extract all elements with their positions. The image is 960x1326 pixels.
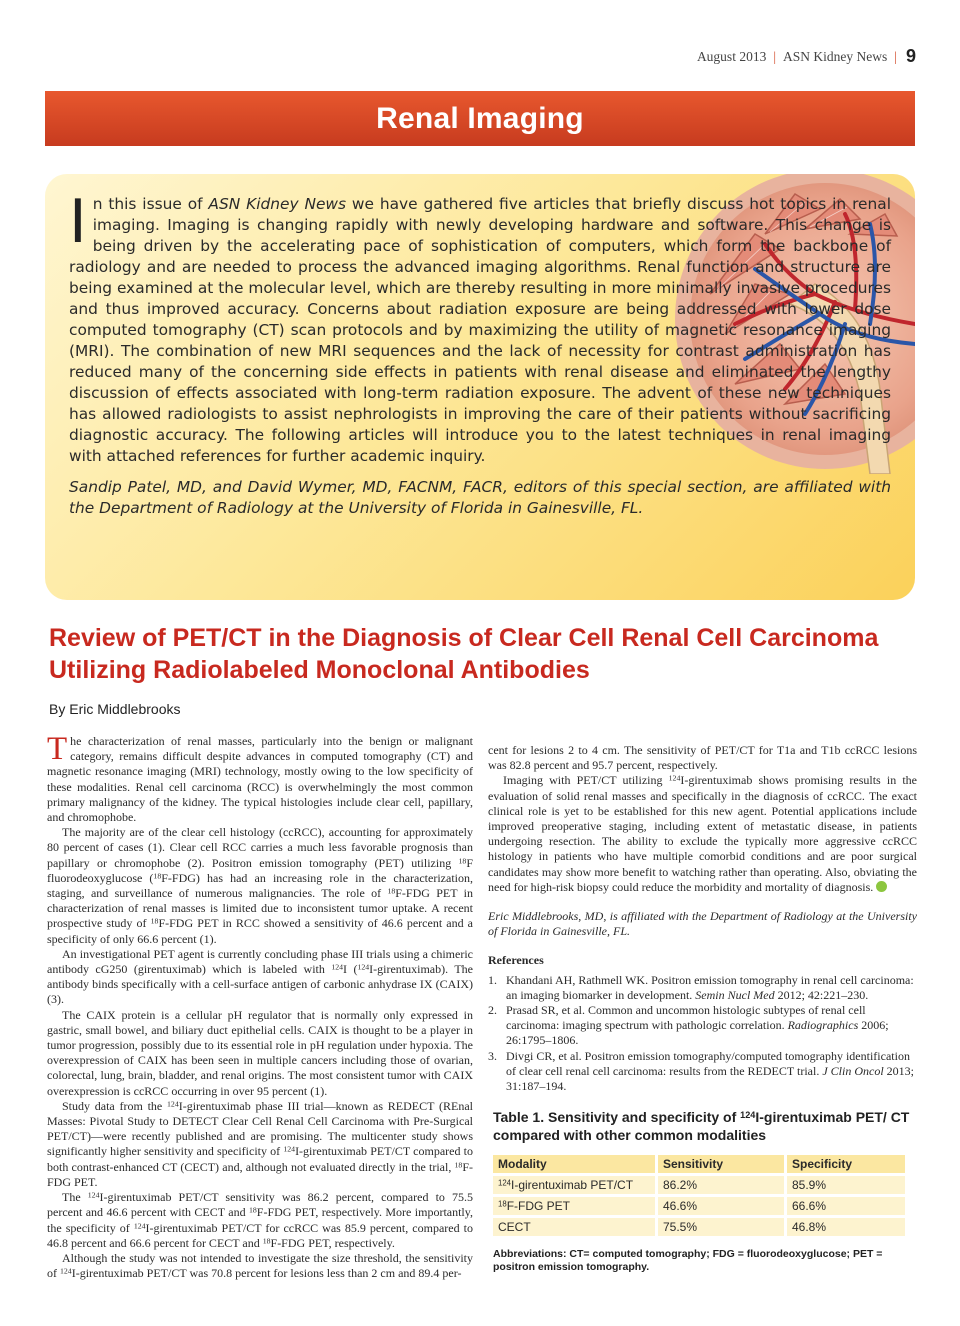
- publication-name-italic: ASN Kidney News: [208, 195, 347, 213]
- reference-journal: Radiographics: [787, 1018, 859, 1033]
- text-segment: he characterization of renal masses, particularly into the benign or malignant category, remains difficult despite advances in computed tomography (CT) and magnetic resonance imaging (MRI) technology, mostly owing to the low specificity of these modalities. Renal cell carcinoma (RCC) is overwhelmingly the most common primary malignancy of the kidney. The typical histologies include clear cell, papillary, and chromophobe.: [47, 734, 473, 825]
- intro-text-segment: we have gathered five articles that briefly discuss hot topics in renal imaging. Imaging is changing rapidly with newly developing hardware and software. This change is being driven by the accelerating pace of sophistication of computers, which form the backbone of radiology and are needed to process the advanced imaging algorithms. Renal function and structure are being examined at the molecular level, which are thereby resulting in more minimally invasive procedures and thus improved accuracy. Concerns about radiation exposure are being addressed with lower dose computed tomography (CT) scan protocols and by maximizing the utility of magnetic resonance imaging (MRI). The combination of new MRI sequences and the lack of necessity for contrast administration has reduced many of the concerning side effects in patients with renal disease and eliminated the lengthy discussion of effects associated with long-term radiation exposure. The advent of these new techniques has allowed radiologists to assist nephrologists in improving the care of their patients without sacrificing diagnostic accuracy. The following articles will introduce you to the latest techniques in renal imaging with attached references for further academic inquiry.: [69, 195, 891, 465]
- text-segment: The: [62, 1190, 88, 1205]
- text-segment: Although the study was not intended to investigate the size threshold, the sensitivity of: [47, 1250, 473, 1281]
- author-affiliation: Eric Middlebrooks, MD, is affiliated with the Department of Radiology at the University of Florida in Gainesville, FL.: [488, 909, 917, 939]
- article-column-right: [488, 743, 917, 1094]
- superscript: 124: [133, 1221, 146, 1230]
- text-segment: Imaging with PET/CT utilizing: [503, 773, 669, 788]
- intro-box: [45, 174, 915, 600]
- table-header-row: [493, 1155, 905, 1173]
- sensitivity-cell: 46.6%: [658, 1197, 784, 1215]
- text-segment: The majority are of the clear cell histology (ccRCC), accounting for approximately 80 percent of cases (1). Clear cell RCC carries a much less favorable prognosis than papillary or chromophobe (2). Positron emission tomography (PET) utilizing: [47, 825, 473, 870]
- modality-name: I-girentuximab PET/CT: [511, 1178, 634, 1192]
- table-row: [493, 1218, 905, 1236]
- superscript: 124: [498, 1178, 512, 1188]
- body-paragraph: [47, 1099, 473, 1190]
- body-paragraph: [47, 1190, 473, 1251]
- text-segment: I-girentuximab shows promising results in the evaluation of solid renal masses and specifically in the diagnosis of ccRCC. The exact clinical role is yet to be established for this new agent. Potential applications include improved preoperative staging, including extent of metastatic disease, in patients undergoing resection. The ability to exclude the typically more aggressive ccRCC histology in patients who have multiple comorbid conditions and are poor surgical candidates may show more benefit to watching rather than operating. Also, obviating the need for high-risk biopsy could reduce the morbidity and mortality of diagnosis.: [488, 773, 917, 894]
- reference-journal: Semin Nucl Med: [695, 987, 775, 1002]
- modality-cell: [493, 1176, 655, 1194]
- end-of-article-mark: [876, 881, 887, 892]
- table-row: [493, 1176, 905, 1194]
- superscript: 124: [740, 1109, 756, 1120]
- modality-cell: [493, 1218, 655, 1236]
- reference-number: 1.: [488, 972, 497, 987]
- text-segment: I-girentuximab phase III trial—known as REDECT (REnal Masses: Pivotal Study to DETECT Clear Cell Renal Cell Carcinoma with Pre-Surgical PET/CT)—were recently published and are promising. The multicenter study shows significantly higher sensitivity and specificity of: [47, 1098, 474, 1159]
- text-segment: I-girentuximab PET/ CT compared with other common modalities: [493, 1109, 910, 1143]
- text-segment: I-girentuximab PET/CT for ccRCC was 85.9 percent, compared to 46.8 percent and 66.6 percent for CECT and: [47, 1220, 474, 1250]
- body-paragraph: cent for lesions 2 to 4 cm. The sensitivity of PET/CT for T1a and T1b ccRCC lesions was 82.8 percent and 95.7 percent, respectively.: [488, 743, 917, 773]
- text-segment: I-girentuximab). The antibody binds specifically with a cell-surface antigen of carbonic anhydrase IX (CAIX) (3).: [47, 962, 474, 1007]
- superscript: 124: [87, 1190, 100, 1200]
- text-segment: F-FDG PET, respectively. More importantly, the specificity of: [47, 1205, 473, 1235]
- superscript: 18: [153, 871, 162, 881]
- separator: |: [773, 48, 777, 64]
- text-segment: F-FDG PET in characterization of renal masses is limited due to inconsistent tumor uptake. A recent prospective study of: [47, 886, 473, 931]
- superscript: 124: [283, 1144, 296, 1154]
- reference-text: Divgi CR, et al. Positron emission tomography/computed tomography identification of clear cell renal cell carcinoma: results from the REDECT trial.: [506, 1048, 910, 1078]
- superscript: 18: [458, 856, 467, 866]
- superscript: 124: [357, 962, 370, 972]
- text-segment: F fluorodeoxyglucose (: [47, 855, 473, 885]
- table-title: [493, 1108, 913, 1144]
- superscript: 18: [454, 1160, 463, 1170]
- article-title: Review of PET/CT in the Diagnosis of Clear Cell Renal Cell Carcinoma Utilizing Radiolabeled Monoclonal Antibodies: [49, 624, 879, 684]
- reference-journal: J Clin Oncol: [822, 1063, 884, 1078]
- text-segment: I-girentuximab PET/CT sensitivity was 86.2 percent, compared to 75.5 percent and 46.6 percent with CECT and: [47, 1190, 473, 1220]
- superscript: 124: [668, 773, 681, 783]
- modality-cell: [493, 1197, 655, 1215]
- issue-date: August 2013: [696, 48, 767, 64]
- body-paragraph: The CAIX protein is a cellular pH regulator that is normally only expressed in gastric, small bowel, and biliary duct epithelial cells. CAIX is thought to be a player in tumor progression, possibly due to its essential role in pH regulation under hypoxia. The overexpression of CAIX has been seen in multiple cancers including those of ovarian, colorectal, lung, brain, bladder, and renal origins. The most consistent tumor with CAIX overexpression is ccRCC occurring in over 95 percent (1).: [47, 1007, 473, 1098]
- text-segment: F-FDG PET in RCC showed a sensitivity of 46.6 percent and a specificity of only 66.6 percent (1).: [47, 916, 474, 946]
- body-paragraph: [47, 947, 473, 1008]
- superscript: 18: [498, 1199, 507, 1209]
- text-segment: Table 1. Sensitivity and specificity of: [493, 1109, 741, 1125]
- intro-text-segment: n this issue of: [92, 195, 209, 213]
- intro-dropcap: I: [69, 187, 87, 257]
- superscript: 18: [387, 886, 396, 896]
- sensitivity-cell: 86.2%: [658, 1176, 784, 1194]
- article-column-left: [47, 731, 474, 1281]
- text-segment: I (: [343, 962, 358, 977]
- intro-paragraph: [69, 187, 891, 467]
- comparison-table: [490, 1152, 908, 1239]
- body-paragraph: [47, 731, 473, 825]
- byline: By Eric Middlebrooks: [49, 701, 181, 717]
- reference-number: 3.: [488, 1048, 497, 1063]
- table-1: [493, 1108, 913, 1274]
- text-segment: I-girentuximab PET/CT compared to both contrast-enhanced CT (CECT) and, although not evaluated directly in the trial,: [47, 1144, 473, 1174]
- reference-item: [488, 1049, 917, 1095]
- reference-text: Khandani AH, Rathmell WK. Positron emission tomography in renal cell carcinoma: an imaging biomarker in development.: [506, 972, 914, 1002]
- column-header-modality: Modality: [493, 1155, 655, 1173]
- superscript: 18: [150, 916, 159, 926]
- separator: |: [894, 48, 897, 64]
- publication-name: ASN Kidney News: [783, 48, 888, 64]
- running-head: [697, 46, 916, 67]
- modality-name: F-FDG PET: [506, 1199, 571, 1213]
- text-segment: An investigational PET agent is currently concluding phase III trials using a chimeric antibody cG250 (girentuximab) which is labeled with: [47, 946, 473, 977]
- section-title: Renal Imaging: [376, 101, 584, 135]
- text-segment: F-FDG PET, respectively.: [270, 1235, 395, 1250]
- specificity-cell: 66.6%: [787, 1197, 905, 1215]
- specificity-cell: 46.8%: [787, 1218, 905, 1236]
- body-paragraph: [47, 1251, 473, 1281]
- text-segment: F-FDG) has had an increasing role in the characterization, staging, and surveillance of numerous malignancies. The role of: [47, 870, 473, 901]
- body-paragraph: [488, 773, 917, 895]
- references-heading: References: [488, 953, 544, 968]
- section-banner: [45, 91, 915, 146]
- specificity-cell: 85.9%: [787, 1176, 905, 1194]
- table-abbreviations: Abbreviations: CT= computed tomography; FDG = fluorodeoxyglucose; PET = positron emission tomography.: [493, 1248, 883, 1273]
- reference-citation: 2012; 42:221–230.: [774, 987, 869, 1002]
- intro-editor-credit: Sandip Patel, MD, and David Wymer, MD, FACNM, FACR, editors of this special section, are affiliated with the Department of Radiology at the University of Florida in Gainesville, FL.: [69, 478, 891, 517]
- article-dropcap: T: [47, 731, 68, 767]
- text-segment: F-FDG PET.: [47, 1159, 473, 1189]
- page-number: 9: [905, 46, 916, 66]
- reference-item: [488, 1003, 917, 1049]
- superscript: 124: [331, 962, 344, 972]
- reference-item: [488, 973, 917, 1003]
- reference-citation: 2013; 31:187–194.: [506, 1063, 914, 1094]
- superscript: 18: [262, 1236, 271, 1246]
- table-row: [493, 1197, 905, 1215]
- text-segment: I-girentuximab PET/CT was 70.8 percent for lesions less than 2 cm and 89.4 per-: [71, 1266, 462, 1281]
- sensitivity-cell: 75.5%: [658, 1218, 784, 1236]
- body-paragraph: [47, 825, 473, 947]
- modality-name: CECT: [498, 1220, 531, 1234]
- intro-text: [69, 187, 891, 519]
- superscript: 124: [167, 1099, 179, 1109]
- column-header-specificity: Specificity: [787, 1155, 905, 1173]
- text-segment: Study data from the: [62, 1098, 168, 1113]
- reference-citation: 2006; 26:1795–1806.: [506, 1018, 889, 1048]
- references-list: [488, 973, 917, 1095]
- column-header-sensitivity: Sensitivity: [658, 1155, 784, 1173]
- superscript: 124: [60, 1266, 72, 1276]
- reference-number: 2.: [488, 1003, 497, 1018]
- reference-text: Prasad SR, et al. Common and uncommon histologic subtypes of renal cell carcinoma: imaging spectrum with pathologic correlation.: [506, 1003, 866, 1033]
- superscript: 18: [249, 1205, 257, 1215]
